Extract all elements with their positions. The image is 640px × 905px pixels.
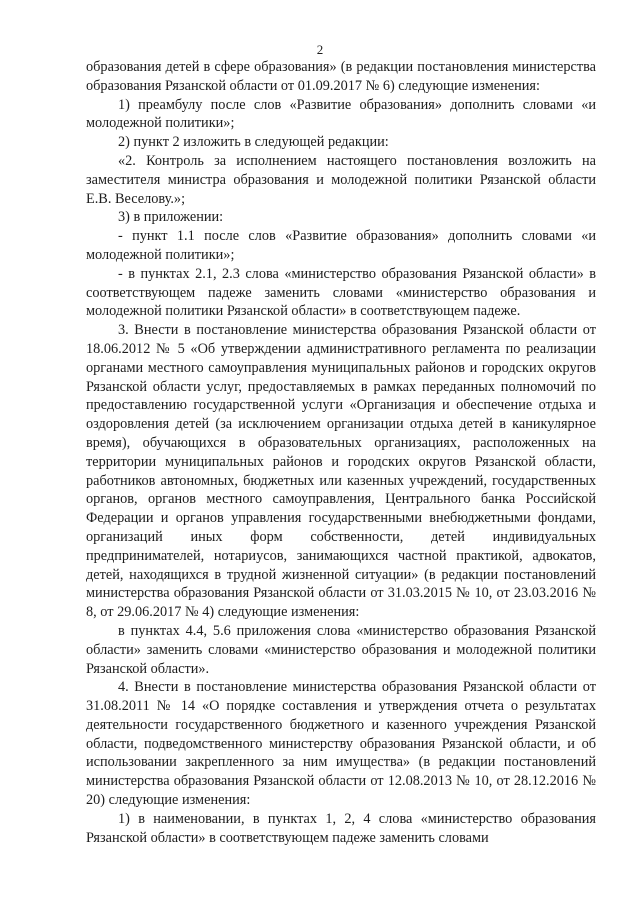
paragraph: в пунктах 4.4, 5.6 приложения слова «министерство образования Рязанской области» заменить словами «министерство образования и молодежной политики Рязанской области». (86, 622, 596, 677)
paragraph: 3) в приложении: (118, 209, 224, 226)
paragraph: 4. Внести в постановление министерства образования Рязанской области от 31.08.2011 № 14 «О порядке составления и утверждения отчета о результатах деятельности государственного бюджетного и казенного учреждения Рязанской области, подведомственного министерству образования Рязанской области, и об использовании закрепленного за ним имущества» (в редакции постановлений министерства образования Рязанской области от 12.08.2013 № 10, от 28.12.2016 № 20) следующие изменения: (86, 679, 596, 809)
paragraph: 1) в наименовании, в пунктах 1, 2, 4 слова «министерство образования Рязанской области» в соответствующем падеже заменить словами (86, 810, 596, 846)
paragraph: - в пунктах 2.1, 2.3 слова «министерство образования Рязанской области» в соответствующем падеже заменить словами «министерство образования и молодежной политики Рязанской области» в соответствующем падеже. (86, 265, 596, 320)
paragraph: образования детей в сфере образования» (в редакции постановления министерства образования Рязанской области от 01.09.2017 № 6) следующие изменения: (86, 59, 596, 94)
document-body (86, 58, 596, 847)
paragraph: 1) преамбулу после слов «Развитие образования» дополнить словами «и молодежной политики»; (86, 96, 596, 132)
paragraph: - пункт 1.1 после слов «Развитие образования» дополнить словами «и молодежной политики»; (86, 228, 596, 263)
paragraph: 2) пункт 2 изложить в следующей редакции: (118, 134, 389, 151)
paragraph: 3. Внести в постановление министерства образования Рязанской области от 18.06.2012 № 5 «Об утверждении административного регламента по реализации органами местного самоуправления муниципальных районов и городских округов Рязанской области услуг, предоставляемых в рамках переданных полномочий по предоставлению государственной услуги «Организация и обеспечение отдыха и оздоровления детей (за исключением организации отдыха детей в каникулярное время), обучающихся в образовательных организациях, расположенных на территории муниципальных районов и городских округов Рязанской области, работников автономных, бюджетных или казенных учреждений, государственных органов, органов местного самоуправления, Центрального банка Российской Федерации и органов управления государственными внебюджетными фондами, организаций иных форм собственности, детей индивидуальных предпринимателей, нотариусов, занимающихся частной практикой, адвокатов, детей, находящихся в трудной жизненной ситуации» (в редакции постановлений министерства образования Рязанской области от 31.03.2015 № 10, от 23.03.2016 № 8, от 29.06.2017 № 4) следующие изменения: (86, 322, 596, 621)
paragraph: «2. Контроль за исполнением настоящего постановления возложить на заместителя министра образования и молодежной политики Рязанской области Е.В. Веселову.»; (86, 152, 596, 207)
page-number: 2 (316, 42, 324, 57)
